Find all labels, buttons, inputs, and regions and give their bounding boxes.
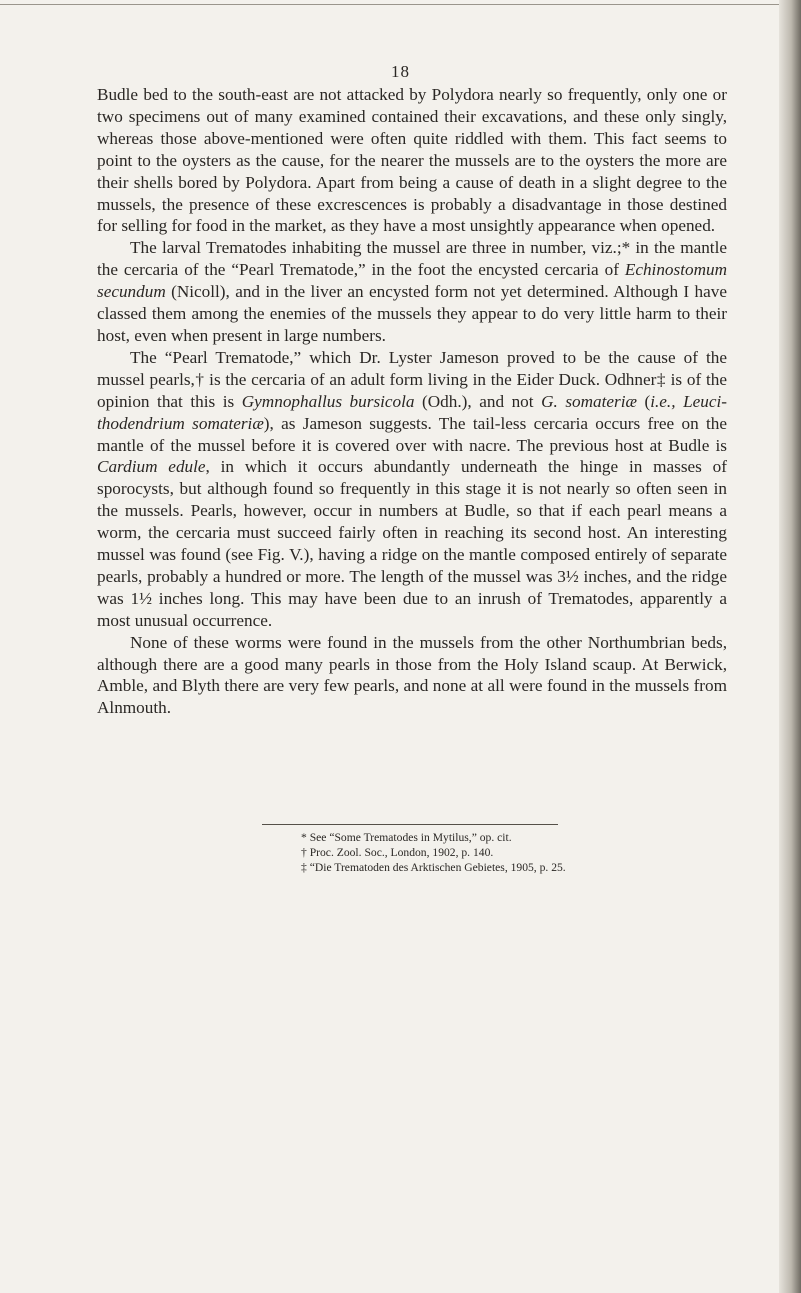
footnote-mark: *: [301, 831, 307, 844]
page-number: 18: [391, 62, 410, 81]
footnote-text: Proc. Zool. Soc., London, 1902, p. 140.: [309, 846, 494, 860]
footnote-item: [301, 845, 781, 860]
text-run: (Nicoll), and in the liver an encysted form not yet determined. Although I have classed them among the enemies of the mussels they appear to do very little harm to their host, even when present in large numbers.: [97, 282, 727, 345]
footnote-mark: ‡: [301, 861, 307, 875]
body-text: [97, 84, 727, 719]
footnote-text: “Die Trematoden des Arktischen Gebietes, 1905, p. 25.: [309, 861, 566, 875]
italic-term: i.e., Leuci-thodendrium somateriæ: [97, 391, 727, 433]
italic-term: Echinostomum secundum: [97, 260, 727, 302]
text-run: (Odh.), and not: [414, 391, 542, 411]
paragraph-p4: [97, 632, 727, 720]
footnote-mark: †: [301, 846, 307, 860]
italic-term: Gymnophallus bursicola: [241, 391, 415, 411]
italic-term: G. somateriæ: [541, 391, 637, 411]
italic-term: Cardium edule: [97, 457, 206, 477]
footnote-divider: [262, 824, 558, 825]
footnote-item: [301, 860, 781, 875]
binding-edge-shadow: [779, 0, 801, 1293]
text-run: , in which it occurs abundantly underneath the hinge in masses of sporocysts, but although found so frequently in this stage it is not nearly so often seen in the mussels. Pearls, however, occur in numbers at Budle, so that if each pearl means a worm, the cercaria must succeed fairly often in reaching its second host. An interesting mussel was found (see Fig. V.), having a ridge on the mantle composed entirely of separate pearls, probably a hundred or more. The length of the mussel was 3½ inches, and the ridge was 1½ inches long. This may have been due to an inrush of Trematodes, apparently a most unusual occurrence.: [97, 457, 727, 630]
paragraph-p2: [97, 237, 727, 347]
text-run: None of these worms were found in the mussels from the other Northumbrian beds, although there are a good many pearls in those from the Holy Island scaup. At Berwick, Amble, and Blyth there are very few pearls, and none at all were found in the mussels from Alnmouth.: [97, 632, 727, 718]
text-run: ), as Jameson suggests. The tail-less cercaria occurs free on the mantle of the mussel before it is covered over with nacre. The previous host at Budle is: [97, 413, 727, 455]
footnote-text: See “Some Trematodes in Mytilus,” op. cit.: [309, 831, 512, 844]
footnote-item: [301, 830, 781, 845]
paragraph-p3: [97, 347, 727, 632]
text-run: The “Pearl Trematode,” which Dr. Lyster Jameson proved to be the cause of the mussel pearls,† is the cercaria of an adult form living in the Eider Duck. Odhner‡ is of the opinion that this is: [97, 347, 727, 411]
footnotes: [301, 830, 781, 876]
text-run: The larval Trematodes inhabiting the mussel are three in number, viz.;* in the mantle the cercaria of the “Pearl Trematode,” in the foot the encysted cercaria of: [97, 238, 727, 280]
top-scan-edge: [0, 4, 780, 5]
paragraph-p1: [97, 84, 727, 237]
text-run: Budle bed to the south-east are not attacked by Polydora nearly so frequently, only one or two specimens out of many examined contained their excavations, and these only singly, whereas those above-mentioned were often quite riddled with them. This fact seems to point to the oysters as the cause, for the nearer the mussels are to the oysters the more are their shells bored by Polydora. Apart from being a cause of death in a slight degree to the mussels, the presence of these excrescences is probably a disadvantage in those destined for selling for food in the market, as they have a most unsightly appearance when opened.: [97, 85, 727, 236]
text-run: (: [636, 391, 651, 411]
